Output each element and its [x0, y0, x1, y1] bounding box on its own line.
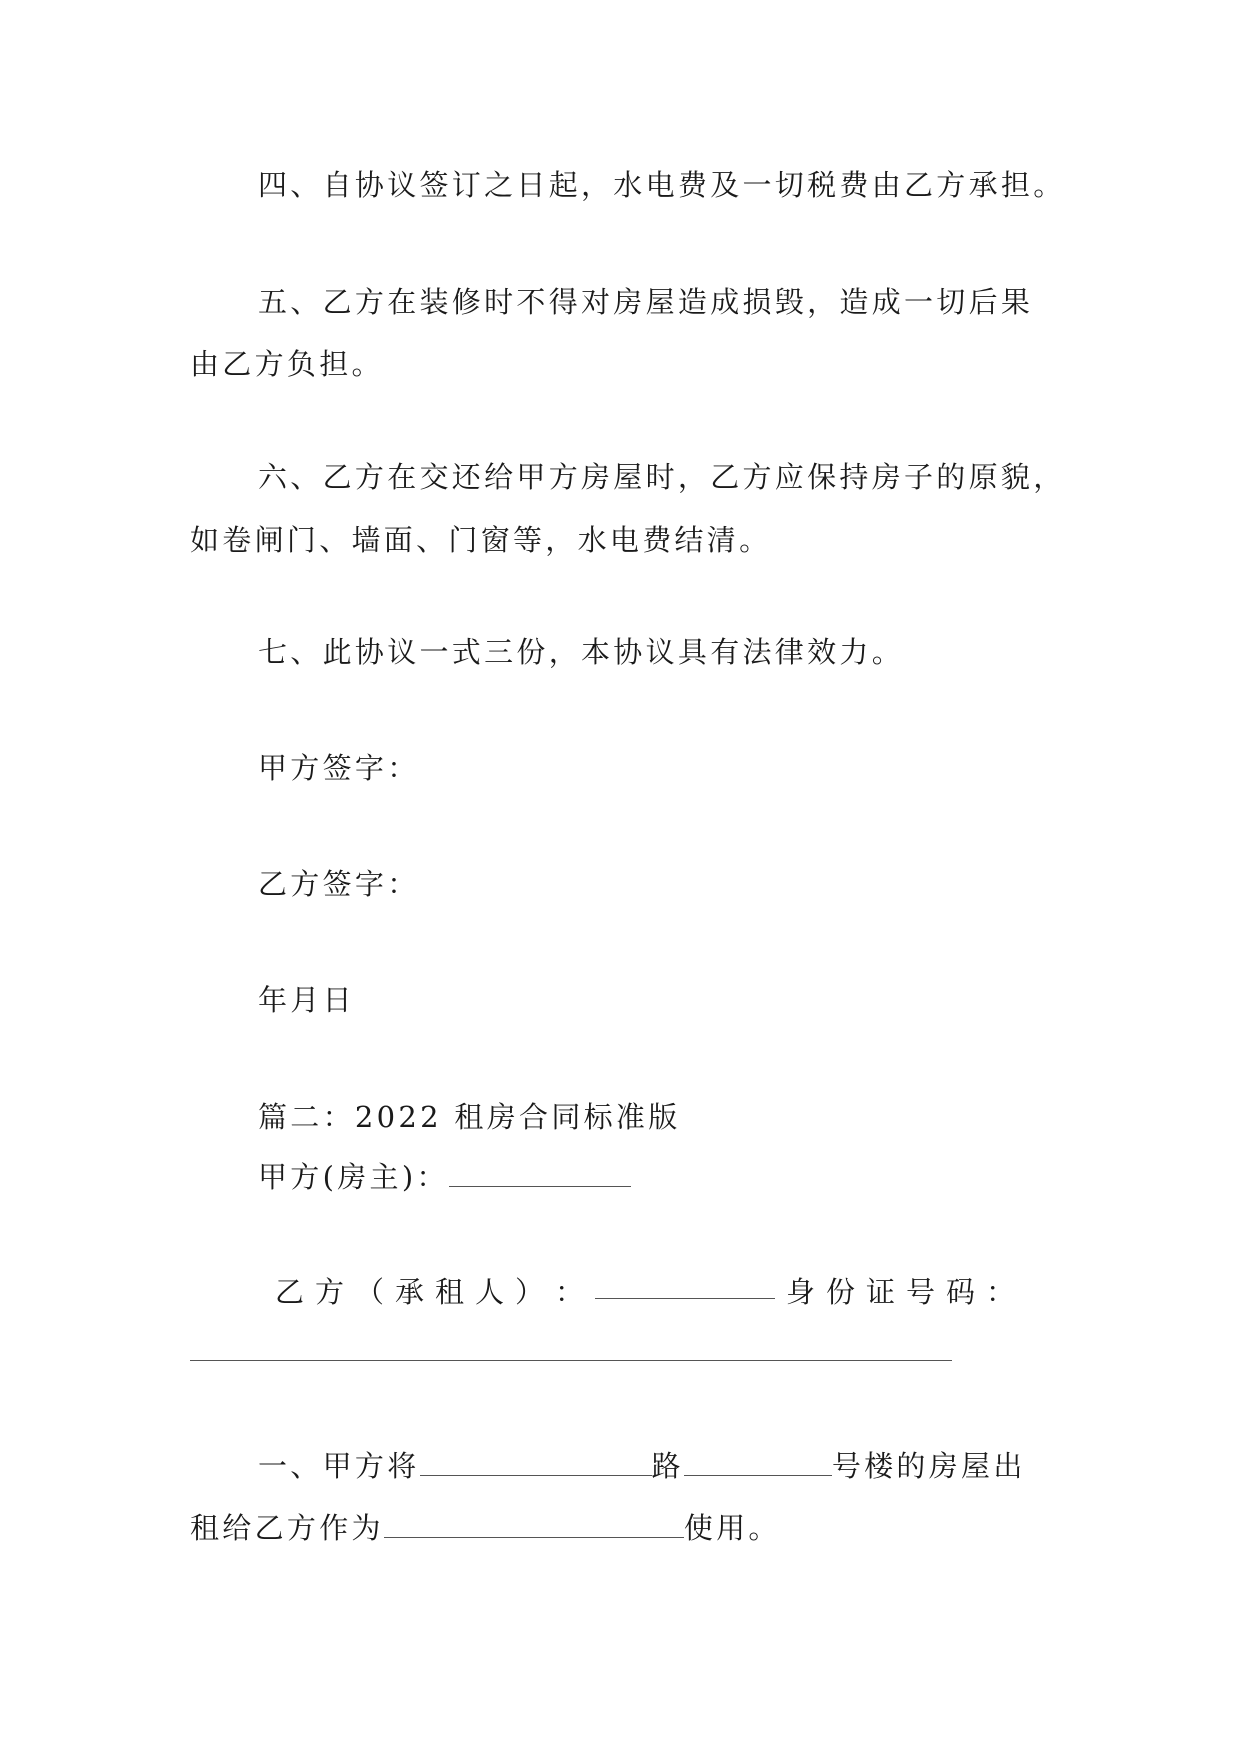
building-blank	[684, 1449, 832, 1476]
id-number-blank	[190, 1360, 952, 1361]
tenant-char: 方	[315, 1275, 345, 1309]
tenant-char: ：	[555, 1275, 585, 1309]
clause-6-line-2: 如卷闸门、墙面、门窗等，水电费结清。	[190, 523, 772, 557]
tenant-char: 乙	[275, 1275, 305, 1309]
tenant-char: （	[355, 1275, 385, 1309]
clause-4: 四、自协议签订之日起，水电费及一切税费由乙方承担。	[258, 168, 1066, 202]
landlord-blank	[449, 1160, 631, 1187]
tenant-char: 人	[475, 1275, 505, 1309]
clause-1-text-d: 租给乙方作为	[190, 1511, 384, 1545]
usage-blank	[384, 1511, 684, 1538]
clause-1-text-c: 号楼的房屋出	[831, 1449, 1026, 1483]
clause-1-text-b: 路	[651, 1449, 684, 1483]
tenant-char: 承	[395, 1275, 425, 1309]
id-char: 身	[785, 1275, 815, 1309]
party-a-signature: 甲方签字：	[258, 751, 420, 785]
clause-1-text-a: 一、甲方将	[258, 1449, 420, 1483]
id-char: 号	[905, 1275, 935, 1309]
section-2-clause-1-line-1	[258, 1446, 1026, 1486]
section-2-title: 篇二：2022 租房合同标准版	[258, 1100, 681, 1134]
id-char: 证	[865, 1275, 895, 1309]
party-b-signature: 乙方签字：	[258, 867, 420, 901]
road-blank	[420, 1449, 652, 1476]
signature-date: 年月日	[258, 983, 355, 1017]
clause-7: 七、此协议一式三份，本协议具有法律效力。	[258, 635, 905, 669]
clause-5-line-2: 由乙方负担。	[190, 347, 384, 381]
id-char: ：	[985, 1275, 1015, 1309]
section-2-clause-1-line-2	[190, 1508, 781, 1548]
tenant-char: 租	[435, 1275, 465, 1309]
id-char: 码	[945, 1275, 975, 1309]
id-char: 份	[825, 1275, 855, 1309]
tenant-line	[275, 1272, 1015, 1312]
landlord-label: 甲方(房主)：	[258, 1160, 449, 1194]
clause-6-line-1: 六、乙方在交还给甲方房屋时，乙方应保持房子的原貌，	[258, 460, 1066, 494]
clause-5-line-1: 五、乙方在装修时不得对房屋造成损毁，造成一切后果	[258, 285, 1034, 319]
tenant-char: ）	[515, 1275, 545, 1309]
clause-1-text-e: 使用。	[683, 1511, 781, 1545]
tenant-blank	[595, 1272, 775, 1299]
landlord-line	[258, 1157, 631, 1197]
